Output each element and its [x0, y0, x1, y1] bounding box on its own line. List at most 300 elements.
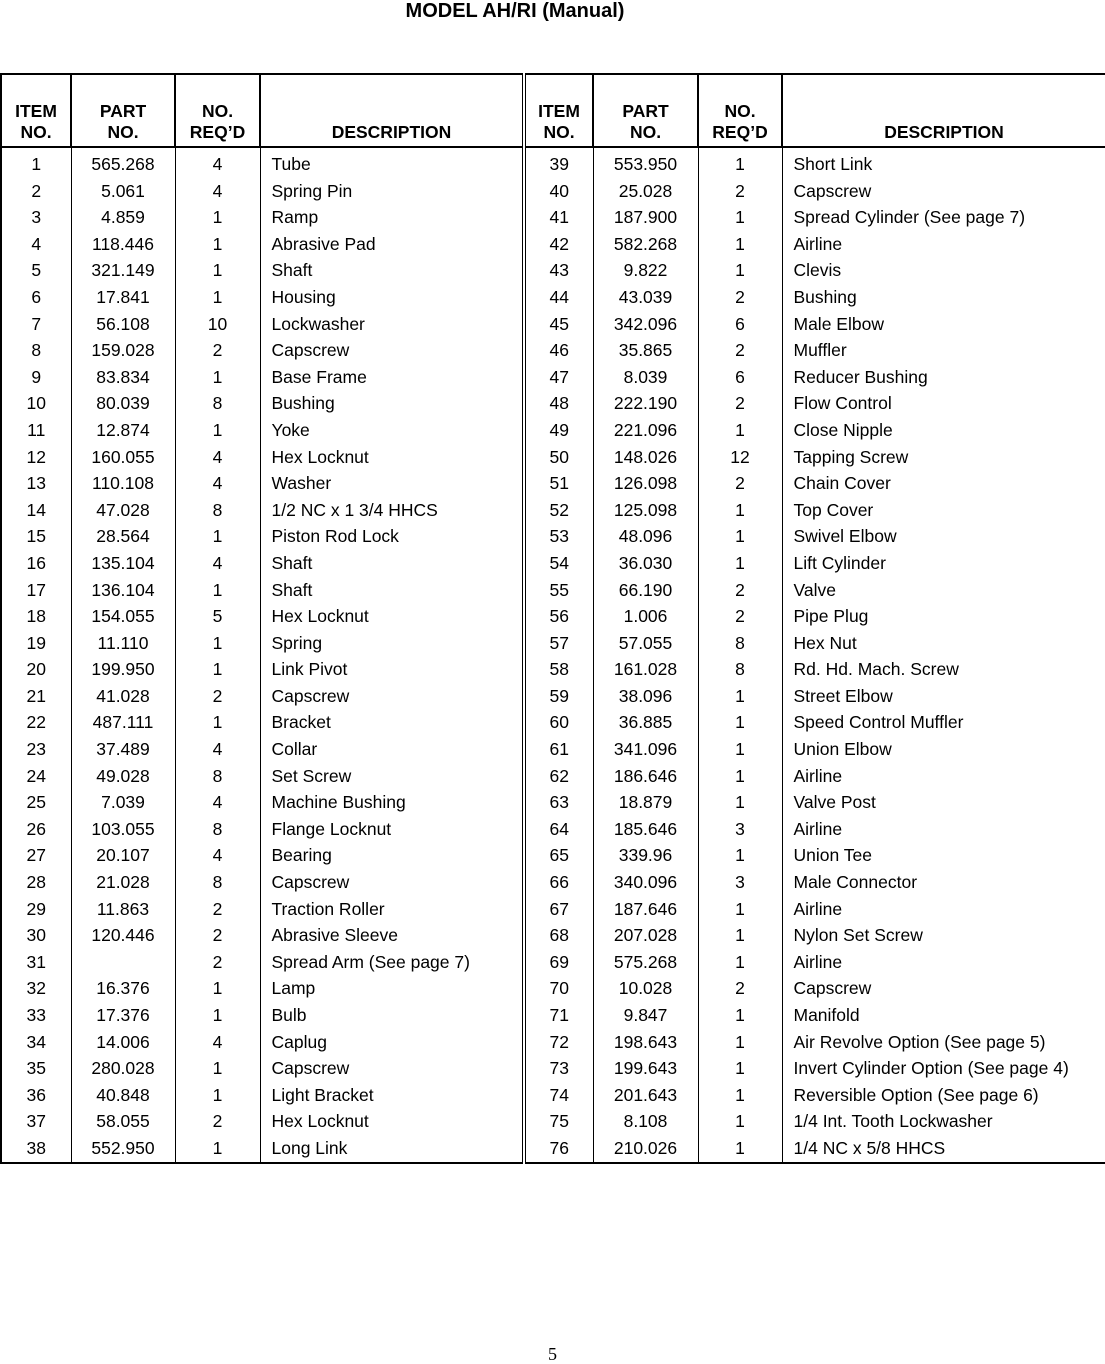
description-cell: Reversible Option (See page 6) [782, 1082, 1105, 1109]
item-no-cell: 13 [1, 470, 71, 497]
description-cell: Flow Control [782, 390, 1105, 417]
description-cell: Bushing [782, 284, 1105, 311]
page-title: MODEL AH/RI (Manual) [405, 0, 625, 22]
item-no-cell: 18 [1, 603, 71, 630]
header-description: DESCRIPTION [782, 74, 1105, 147]
qty-cell: 4 [175, 842, 260, 869]
table-row [1, 709, 1105, 736]
description-cell: Collar [260, 736, 524, 763]
part-no-cell: 125.098 [593, 497, 698, 524]
item-no-cell: 12 [1, 444, 71, 471]
description-cell: Invert Cylinder Option (See page 4) [782, 1055, 1105, 1082]
part-no-cell: 14.006 [71, 1029, 175, 1056]
description-cell: Lift Cylinder [782, 550, 1105, 577]
description-cell: Bracket [260, 709, 524, 736]
item-no-cell: 76 [524, 1135, 593, 1163]
part-no-cell: 126.098 [593, 470, 698, 497]
qty-cell: 2 [175, 1108, 260, 1135]
qty-cell: 1 [175, 656, 260, 683]
description-cell: Shaft [260, 550, 524, 577]
qty-cell: 1 [175, 630, 260, 657]
part-no-cell: 83.834 [71, 364, 175, 391]
item-no-cell: 6 [1, 284, 71, 311]
description-cell: Capscrew [260, 683, 524, 710]
description-cell: Close Nipple [782, 417, 1105, 444]
part-no-cell: 187.900 [593, 204, 698, 231]
table-row [1, 1135, 1105, 1163]
part-no-cell: 28.564 [71, 523, 175, 550]
description-cell: Light Bracket [260, 1082, 524, 1109]
part-no-cell: 154.055 [71, 603, 175, 630]
qty-cell: 2 [698, 603, 782, 630]
table-row [1, 364, 1105, 391]
description-cell: Traction Roller [260, 896, 524, 923]
part-no-cell: 35.865 [593, 337, 698, 364]
table-row [1, 842, 1105, 869]
item-no-cell: 50 [524, 444, 593, 471]
item-no-cell: 2 [1, 178, 71, 205]
qty-cell: 1 [175, 231, 260, 258]
item-no-cell: 22 [1, 709, 71, 736]
table-row [1, 949, 1105, 976]
qty-cell: 1 [698, 257, 782, 284]
qty-cell: 8 [175, 816, 260, 843]
part-no-cell: 9.847 [593, 1002, 698, 1029]
qty-cell: 2 [175, 949, 260, 976]
qty-cell: 6 [698, 364, 782, 391]
description-cell: Set Screw [260, 763, 524, 790]
qty-cell: 2 [175, 896, 260, 923]
qty-cell: 1 [175, 257, 260, 284]
part-no-cell: 187.646 [593, 896, 698, 923]
parts-table [0, 73, 1105, 1164]
description-cell: Capscrew [260, 869, 524, 896]
qty-cell: 1 [698, 709, 782, 736]
table-row [1, 1029, 1105, 1056]
table-row [1, 1055, 1105, 1082]
part-no-cell: 80.039 [71, 390, 175, 417]
description-cell: Shaft [260, 257, 524, 284]
description-cell: Short Link [782, 147, 1105, 178]
part-no-cell: 38.096 [593, 683, 698, 710]
item-no-cell: 72 [524, 1029, 593, 1056]
qty-cell: 1 [175, 1135, 260, 1163]
description-cell: Muffler [782, 337, 1105, 364]
description-cell: Shaft [260, 577, 524, 604]
qty-cell: 2 [698, 577, 782, 604]
qty-cell: 1 [698, 1002, 782, 1029]
qty-cell: 1 [175, 975, 260, 1002]
part-no-cell: 340.096 [593, 869, 698, 896]
qty-cell: 2 [175, 337, 260, 364]
item-no-cell: 5 [1, 257, 71, 284]
description-cell: Hex Locknut [260, 1108, 524, 1135]
part-no-cell: 198.643 [593, 1029, 698, 1056]
description-cell: Spring [260, 630, 524, 657]
qty-cell: 2 [698, 470, 782, 497]
description-cell: Lockwasher [260, 311, 524, 338]
part-no-cell: 36.885 [593, 709, 698, 736]
description-cell: Airline [782, 896, 1105, 923]
qty-cell: 2 [698, 284, 782, 311]
part-no-cell: 342.096 [593, 311, 698, 338]
part-no-cell: 5.061 [71, 178, 175, 205]
item-no-cell: 43 [524, 257, 593, 284]
table-row [1, 147, 1105, 178]
table-row [1, 922, 1105, 949]
qty-cell: 1 [698, 1082, 782, 1109]
description-cell: Bushing [260, 390, 524, 417]
description-cell: Spread Arm (See page 7) [260, 949, 524, 976]
part-no-cell: 11.863 [71, 896, 175, 923]
part-no-cell: 341.096 [593, 736, 698, 763]
item-no-cell: 34 [1, 1029, 71, 1056]
table-row [1, 417, 1105, 444]
part-no-cell: 16.376 [71, 975, 175, 1002]
item-no-cell: 63 [524, 789, 593, 816]
qty-cell: 8 [698, 630, 782, 657]
table-row [1, 816, 1105, 843]
qty-cell: 1 [698, 922, 782, 949]
qty-cell: 1 [698, 231, 782, 258]
item-no-cell: 46 [524, 337, 593, 364]
item-no-cell: 35 [1, 1055, 71, 1082]
header-item-no: ITEM NO. [524, 74, 593, 147]
description-cell: Rd. Hd. Mach. Screw [782, 656, 1105, 683]
item-no-cell: 16 [1, 550, 71, 577]
part-no-cell: 159.028 [71, 337, 175, 364]
table-row [1, 656, 1105, 683]
item-no-cell: 38 [1, 1135, 71, 1163]
part-no-cell: 553.950 [593, 147, 698, 178]
part-no-cell: 36.030 [593, 550, 698, 577]
item-no-cell: 40 [524, 178, 593, 205]
table-row [1, 577, 1105, 604]
description-cell: 1/4 Int. Tooth Lockwasher [782, 1108, 1105, 1135]
qty-cell: 2 [698, 178, 782, 205]
part-no-cell: 210.026 [593, 1135, 698, 1163]
item-no-cell: 17 [1, 577, 71, 604]
item-no-cell: 30 [1, 922, 71, 949]
table-row [1, 178, 1105, 205]
table-row [1, 284, 1105, 311]
qty-cell: 12 [698, 444, 782, 471]
part-no-cell: 148.026 [593, 444, 698, 471]
qty-cell: 1 [698, 497, 782, 524]
part-no-cell: 41.028 [71, 683, 175, 710]
item-no-cell: 3 [1, 204, 71, 231]
item-no-cell: 31 [1, 949, 71, 976]
item-no-cell: 14 [1, 497, 71, 524]
table-row [1, 630, 1105, 657]
part-no-cell: 160.055 [71, 444, 175, 471]
item-no-cell: 49 [524, 417, 593, 444]
part-no-cell: 66.190 [593, 577, 698, 604]
part-no-cell: 199.643 [593, 1055, 698, 1082]
part-no-cell: 56.108 [71, 311, 175, 338]
description-cell: Nylon Set Screw [782, 922, 1105, 949]
part-no-cell: 40.848 [71, 1082, 175, 1109]
description-cell: Airline [782, 949, 1105, 976]
qty-cell: 1 [175, 417, 260, 444]
description-cell: Union Tee [782, 842, 1105, 869]
qty-cell: 5 [175, 603, 260, 630]
header-no-req: NO. REQ’D [698, 74, 782, 147]
description-cell: Housing [260, 284, 524, 311]
description-cell: Airline [782, 763, 1105, 790]
item-no-cell: 39 [524, 147, 593, 178]
part-no-cell: 12.874 [71, 417, 175, 444]
table-row [1, 1108, 1105, 1135]
item-no-cell: 1 [1, 147, 71, 178]
part-no-cell: 49.028 [71, 763, 175, 790]
description-cell: Washer [260, 470, 524, 497]
item-no-cell: 26 [1, 816, 71, 843]
table-row [1, 390, 1105, 417]
part-no-cell: 103.055 [71, 816, 175, 843]
table-row [1, 603, 1105, 630]
part-no-cell: 48.096 [593, 523, 698, 550]
description-cell: Reducer Bushing [782, 364, 1105, 391]
item-no-cell: 61 [524, 736, 593, 763]
item-no-cell: 68 [524, 922, 593, 949]
qty-cell: 2 [698, 337, 782, 364]
qty-cell: 8 [175, 763, 260, 790]
part-no-cell: 161.028 [593, 656, 698, 683]
part-no-cell: 1.006 [593, 603, 698, 630]
qty-cell: 8 [175, 390, 260, 417]
item-no-cell: 55 [524, 577, 593, 604]
item-no-cell: 71 [524, 1002, 593, 1029]
qty-cell: 1 [698, 523, 782, 550]
part-no-cell: 565.268 [71, 147, 175, 178]
description-cell: Caplug [260, 1029, 524, 1056]
description-cell: Capscrew [782, 178, 1105, 205]
description-cell: Tapping Screw [782, 444, 1105, 471]
table-row [1, 550, 1105, 577]
qty-cell: 8 [175, 869, 260, 896]
qty-cell: 1 [698, 1055, 782, 1082]
part-no-cell: 222.190 [593, 390, 698, 417]
qty-cell: 1 [175, 1002, 260, 1029]
table-row [1, 257, 1105, 284]
description-cell: Abrasive Pad [260, 231, 524, 258]
table-row [1, 869, 1105, 896]
item-no-cell: 15 [1, 523, 71, 550]
table-row [1, 1082, 1105, 1109]
part-no-cell: 186.646 [593, 763, 698, 790]
table-row [1, 763, 1105, 790]
part-no-cell: 10.028 [593, 975, 698, 1002]
item-no-cell: 37 [1, 1108, 71, 1135]
item-no-cell: 45 [524, 311, 593, 338]
description-cell: Ramp [260, 204, 524, 231]
part-no-cell: 582.268 [593, 231, 698, 258]
part-no-cell: 201.643 [593, 1082, 698, 1109]
description-cell: Spread Cylinder (See page 7) [782, 204, 1105, 231]
part-no-cell: 57.055 [593, 630, 698, 657]
item-no-cell: 41 [524, 204, 593, 231]
part-no-cell: 47.028 [71, 497, 175, 524]
description-cell: Manifold [782, 1002, 1105, 1029]
qty-cell: 1 [698, 550, 782, 577]
part-no-cell: 4.859 [71, 204, 175, 231]
header-description: DESCRIPTION [260, 74, 524, 147]
qty-cell: 4 [175, 147, 260, 178]
table-row [1, 1002, 1105, 1029]
description-cell: Top Cover [782, 497, 1105, 524]
qty-cell: 1 [698, 896, 782, 923]
description-cell: Capscrew [260, 1055, 524, 1082]
description-cell: Speed Control Muffler [782, 709, 1105, 736]
description-cell: Airline [782, 231, 1105, 258]
item-no-cell: 7 [1, 311, 71, 338]
description-cell: Street Elbow [782, 683, 1105, 710]
part-no-cell: 9.822 [593, 257, 698, 284]
description-cell: Male Elbow [782, 311, 1105, 338]
part-no-cell: 321.149 [71, 257, 175, 284]
header-row [1, 74, 1105, 147]
item-no-cell: 70 [524, 975, 593, 1002]
part-no-cell [71, 949, 175, 976]
part-no-cell: 199.950 [71, 656, 175, 683]
part-no-cell: 7.039 [71, 789, 175, 816]
description-cell: Yoke [260, 417, 524, 444]
qty-cell: 2 [698, 390, 782, 417]
item-no-cell: 57 [524, 630, 593, 657]
qty-cell: 1 [698, 683, 782, 710]
item-no-cell: 33 [1, 1002, 71, 1029]
table-row [1, 896, 1105, 923]
qty-cell: 4 [175, 550, 260, 577]
part-no-cell: 207.028 [593, 922, 698, 949]
qty-cell: 1 [175, 364, 260, 391]
item-no-cell: 60 [524, 709, 593, 736]
part-no-cell: 17.841 [71, 284, 175, 311]
table-row [1, 204, 1105, 231]
qty-cell: 8 [698, 656, 782, 683]
description-cell: Flange Locknut [260, 816, 524, 843]
part-no-cell: 339.96 [593, 842, 698, 869]
item-no-cell: 4 [1, 231, 71, 258]
item-no-cell: 21 [1, 683, 71, 710]
item-no-cell: 42 [524, 231, 593, 258]
page-number: 5 [548, 1344, 557, 1364]
table-row [1, 311, 1105, 338]
part-no-cell: 280.028 [71, 1055, 175, 1082]
table-row [1, 231, 1105, 258]
part-no-cell: 8.039 [593, 364, 698, 391]
description-cell: 1/2 NC x 1 3/4 HHCS [260, 497, 524, 524]
item-no-cell: 28 [1, 869, 71, 896]
qty-cell: 4 [175, 1029, 260, 1056]
item-no-cell: 19 [1, 630, 71, 657]
qty-cell: 2 [175, 683, 260, 710]
item-no-cell: 56 [524, 603, 593, 630]
table-row [1, 497, 1105, 524]
table-row [1, 470, 1105, 497]
part-no-cell: 575.268 [593, 949, 698, 976]
qty-cell: 1 [175, 204, 260, 231]
qty-cell: 1 [698, 1108, 782, 1135]
qty-cell: 4 [175, 178, 260, 205]
qty-cell: 4 [175, 789, 260, 816]
description-cell: Abrasive Sleeve [260, 922, 524, 949]
qty-cell: 6 [698, 311, 782, 338]
item-no-cell: 59 [524, 683, 593, 710]
description-cell: Airline [782, 816, 1105, 843]
description-cell: Hex Nut [782, 630, 1105, 657]
part-no-cell: 118.446 [71, 231, 175, 258]
part-no-cell: 37.489 [71, 736, 175, 763]
description-cell: Bulb [260, 1002, 524, 1029]
item-no-cell: 52 [524, 497, 593, 524]
part-no-cell: 136.104 [71, 577, 175, 604]
description-cell: Base Frame [260, 364, 524, 391]
part-no-cell: 21.028 [71, 869, 175, 896]
item-no-cell: 75 [524, 1108, 593, 1135]
part-no-cell: 20.107 [71, 842, 175, 869]
item-no-cell: 23 [1, 736, 71, 763]
qty-cell: 1 [698, 1135, 782, 1163]
qty-cell: 1 [175, 1055, 260, 1082]
item-no-cell: 36 [1, 1082, 71, 1109]
table-row [1, 736, 1105, 763]
description-cell: Long Link [260, 1135, 524, 1163]
part-no-cell: 8.108 [593, 1108, 698, 1135]
qty-cell: 1 [698, 147, 782, 178]
qty-cell: 1 [175, 709, 260, 736]
description-cell: 1/4 NC x 5/8 HHCS [782, 1135, 1105, 1163]
description-cell: Valve Post [782, 789, 1105, 816]
qty-cell: 2 [698, 975, 782, 1002]
item-no-cell: 73 [524, 1055, 593, 1082]
item-no-cell: 64 [524, 816, 593, 843]
qty-cell: 1 [698, 949, 782, 976]
qty-cell: 1 [698, 736, 782, 763]
item-no-cell: 10 [1, 390, 71, 417]
item-no-cell: 67 [524, 896, 593, 923]
description-cell: Machine Bushing [260, 789, 524, 816]
qty-cell: 4 [175, 470, 260, 497]
header-part-no: PART NO. [593, 74, 698, 147]
part-no-cell: 487.111 [71, 709, 175, 736]
qty-cell: 8 [175, 497, 260, 524]
description-cell: Link Pivot [260, 656, 524, 683]
header-part-no: PART NO. [71, 74, 175, 147]
item-no-cell: 9 [1, 364, 71, 391]
table-row [1, 789, 1105, 816]
description-cell: Piston Rod Lock [260, 523, 524, 550]
item-no-cell: 62 [524, 763, 593, 790]
qty-cell: 1 [698, 763, 782, 790]
table-row [1, 683, 1105, 710]
qty-cell: 10 [175, 311, 260, 338]
part-no-cell: 25.028 [593, 178, 698, 205]
item-no-cell: 44 [524, 284, 593, 311]
description-cell: Spring Pin [260, 178, 524, 205]
description-cell: Bearing [260, 842, 524, 869]
item-no-cell: 32 [1, 975, 71, 1002]
part-no-cell: 58.055 [71, 1108, 175, 1135]
qty-cell: 3 [698, 816, 782, 843]
item-no-cell: 29 [1, 896, 71, 923]
qty-cell: 3 [698, 869, 782, 896]
qty-cell: 2 [175, 922, 260, 949]
description-cell: Capscrew [782, 975, 1105, 1002]
qty-cell: 1 [698, 842, 782, 869]
part-no-cell: 17.376 [71, 1002, 175, 1029]
